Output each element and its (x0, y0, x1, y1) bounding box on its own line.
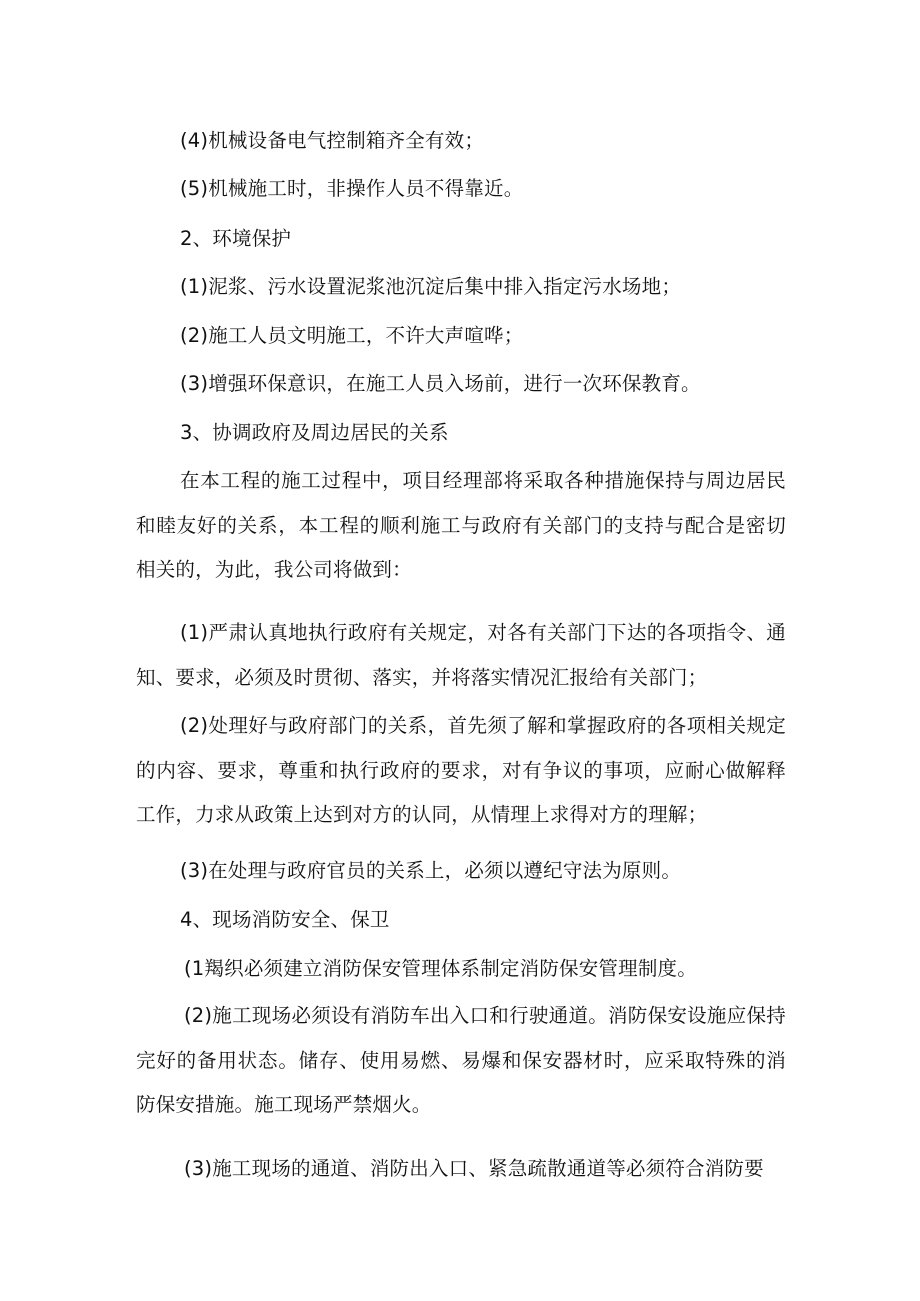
item-law-abiding: (3)在处理与政府官员的关系上，必须以遵纪守法为原则。 (180, 859, 682, 882)
paragraph-item-execute-rules: (1)严肃认真地执行政府有关规定，对各有关部门下达的各项指令、通知、要求，必须及时贯彻、落实，并将落实情况汇报给有关部门； (136, 621, 786, 689)
item-mud-sewage: (1)泥浆、污水设置泥浆池沉淀后集中排入指定污水场地； (180, 275, 682, 298)
item-machinery-keep-away: (5)机械施工时，非操作人员不得靠近。 (180, 177, 524, 200)
item-civilized-construction: (2)施工人员文明施工，不许大声喧哗； (180, 324, 524, 347)
item-machinery-control-box: (4)机械设备电气控制箱齐全有效； (180, 129, 485, 152)
paragraph-item-evacuation-routes: (3)施工现场的通道、消防出入口、紧急疏散通道等必须符合消防要 (184, 1157, 764, 1180)
section-heading-environment: 2、环境保护 (180, 227, 292, 250)
section-heading-government-relations: 3、协调政府及周边居民的关系 (180, 421, 449, 444)
paragraph-intro-relations: 在本工程的施工过程中，项目经理部将采取各种措施保持与周边居民和睦友好的关系，本工程的顺利施工与政府有关部门的支持与配合是密切相关的，为此，我公司将做到： (136, 469, 786, 581)
item-fire-management-system: (1羯织必须建立消防保安管理体系制定消防保安管理制度。 (184, 957, 697, 980)
item-env-education: (3)增强环保意识，在施工人员入场前，进行一次环保教育。 (180, 372, 701, 395)
paragraph-item-fire-access: (2)施工现场必须设有消防车出入口和行驶通道。消防保安设施应保持完好的备用状态。储存、使用易燃、易爆和保安器材时，应采取特殊的消防保安措施。施工现场严禁烟火。 (136, 1004, 786, 1116)
section-heading-fire-safety: 4、现场消防安全、保卫 (180, 908, 390, 931)
paragraph-item-handle-relations: (2)处理好与政府部门的关系，首先须了解和掌握政府的各项相关规定的内容、要求，尊重和执行政府的要求，对有争议的事项，应耐心做解释工作，力求从政策上达到对方的认同，从情理上求得对方的理解； (136, 714, 786, 826)
